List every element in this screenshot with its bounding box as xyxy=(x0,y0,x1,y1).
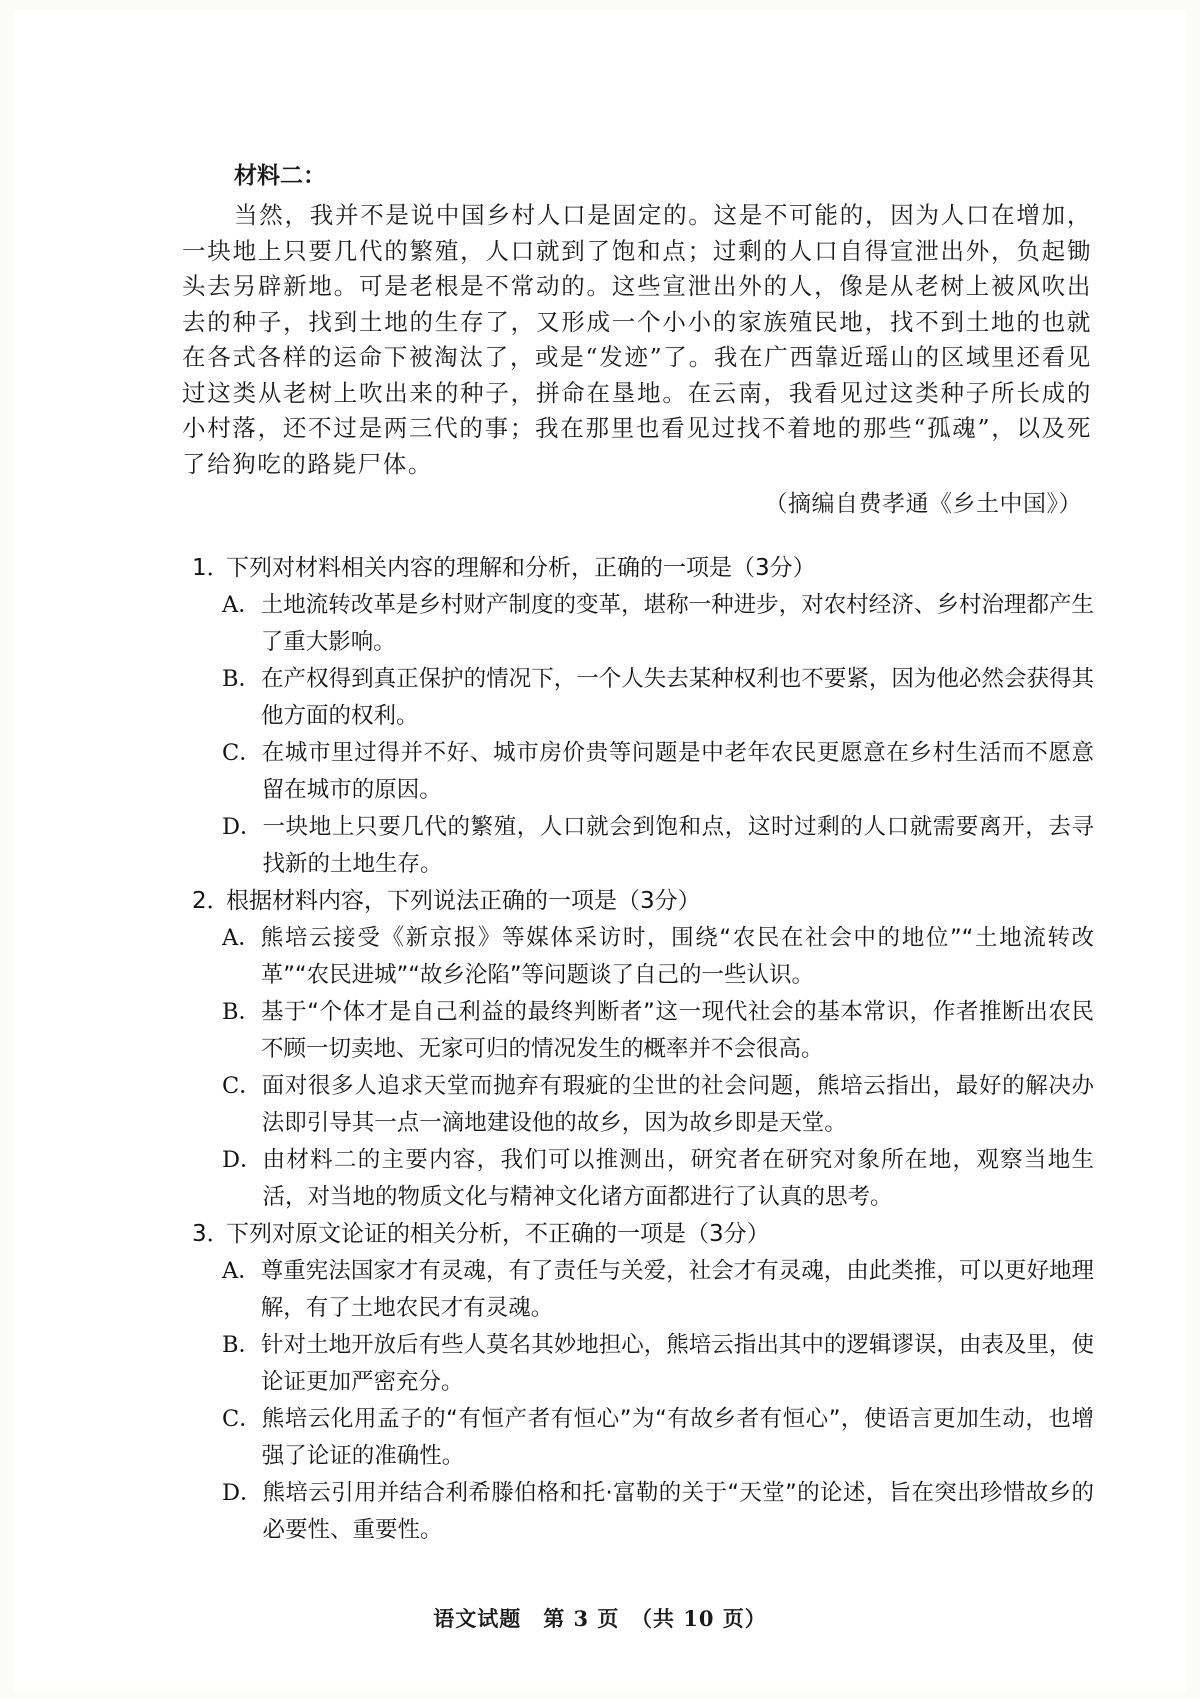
option-c xyxy=(222,1401,1094,1475)
option-a xyxy=(222,1253,1094,1327)
option-c xyxy=(222,1068,1094,1142)
option-text: 土地流转改革是乡村财产制度的变革，堪称一种进步，对农村经济、乡村治理都产生了重大影响。 xyxy=(260,592,1094,655)
option-b xyxy=(222,1327,1094,1401)
option-a xyxy=(222,587,1094,661)
question-stem xyxy=(182,1216,1094,1253)
option-d xyxy=(222,1142,1094,1216)
option-letter: A． xyxy=(222,1258,261,1284)
material-two-section xyxy=(182,162,1092,520)
option-letter: C． xyxy=(222,740,262,766)
option-letter: B． xyxy=(222,1332,262,1358)
option-letter: C． xyxy=(222,1406,262,1432)
option-text: 针对土地开放后有些人莫名其妙地担心，熊培云指出其中的逻辑谬误，由表及里，使论证更加严密充分。 xyxy=(261,1332,1094,1395)
material-source: （摘编自费孝通《乡土中国》） xyxy=(764,491,1082,517)
option-letter: D． xyxy=(222,1147,263,1173)
question-number: 2． xyxy=(192,888,230,914)
option-letter: B． xyxy=(222,999,262,1025)
option-text: 由材料二的主要内容，我们可以推测出，研究者在研究对象所在地，观察当地生活，对当地的物质文化与精神文化诸方面都进行了认真的思考。 xyxy=(262,1147,1094,1210)
option-a xyxy=(222,920,1094,994)
option-text: 熊培云引用并结合利希滕伯格和托·富勒的关于“天堂”的论述，旨在突出珍惜故乡的必要性、重要性。 xyxy=(262,1480,1094,1543)
option-text: 在城市里过得并不好、城市房价贵等问题是中老年农民更愿意在乡村生活而不愿意留在城市的原因。 xyxy=(261,740,1094,803)
option-letter: C． xyxy=(222,1073,262,1099)
option-letter: A． xyxy=(222,925,261,951)
questions-section xyxy=(182,550,1094,1549)
question-2 xyxy=(182,883,1094,1216)
question-number: 1． xyxy=(192,555,230,581)
option-text: 熊培云化用孟子的“有恒产者有恒心”为“有故乡者有恒心”，使语言更加生动，也增强了论证的准确性。 xyxy=(261,1406,1094,1469)
option-d xyxy=(222,809,1094,883)
question-text: 下列对原文论证的相关分析，不正确的一项是（3分） xyxy=(226,1221,770,1247)
option-text: 基于“个体才是自己利益的最终判断者”这一现代社会的基本常识，作者推断出农民不顾一切卖地、无家可归的情况发生的概率并不会很高。 xyxy=(261,999,1094,1062)
question-stem xyxy=(182,550,1094,587)
option-letter: A． xyxy=(222,592,261,618)
material-paragraph: 当然，我并不是说中国乡村人口是固定的。这是不可能的，因为人口在增加，一块地上只要几代的繁殖，人口就到了饱和点；过剩的人口自得宣泄出外，负起锄头去另辟新地。可是老根是不常动的。这些宣泄出外的人，像是从老树上被风吹出去的种子，找到土地的生存了，又形成一个小小的家族殖民地，找不到土地的也就在各式各样的运命下被淘汰了，或是“发迹”了。我在广西靠近瑶山的区域里还看见过这类从老树上吹出来的种子，拼命在垦地。在云南，我看见过这类种子所长成的小村落，还不过是两三代的事；我在那里也看见过找不着地的那些“孤魂”，以及死了给狗吃的路毙尸体。 xyxy=(182,201,1092,478)
option-text: 在产权得到真正保护的情况下，一个人失去某种权利也不要紧，因为他必然会获得其他方面的权利。 xyxy=(261,666,1094,729)
option-letter: D． xyxy=(222,1480,263,1506)
question-1 xyxy=(182,550,1094,883)
option-b xyxy=(222,661,1094,735)
question-text: 根据材料内容，下列说法正确的一项是（3分） xyxy=(226,888,701,914)
question-3 xyxy=(182,1216,1094,1549)
option-text: 尊重宪法国家才有灵魂，有了责任与关爱，社会才有灵魂，由此类推，可以更好地理解，有了土地农民才有灵魂。 xyxy=(260,1258,1094,1321)
page-footer: 语文试题 第 3 页 （共 10 页） xyxy=(433,1606,767,1631)
option-b xyxy=(222,994,1094,1068)
option-c xyxy=(222,735,1094,809)
option-text: 熊培云接受《新京报》等媒体采访时，围绕“农民在社会中的地位”“土地流转改革”“农民进城”“故乡沦陷”等问题谈了自己的一些认识。 xyxy=(260,925,1094,988)
option-text: 一块地上只要几代的繁殖，人口就会到饱和点，这时过剩的人口就需要离开，去寻找新的土地生存。 xyxy=(262,814,1094,877)
option-letter: D． xyxy=(222,814,263,840)
option-d xyxy=(222,1475,1094,1549)
question-stem xyxy=(182,883,1094,920)
option-text: 面对很多人追求天堂而抛弃有瑕疵的尘世的社会问题，熊培云指出，最好的解决办法即引导其一点一滴地建设他的故乡，因为故乡即是天堂。 xyxy=(261,1073,1094,1136)
question-text: 下列对材料相关内容的理解和分析，正确的一项是（3分） xyxy=(226,555,816,581)
material-heading: 材料二： xyxy=(234,162,326,189)
option-letter: B． xyxy=(222,666,262,692)
question-number: 3． xyxy=(192,1221,230,1247)
